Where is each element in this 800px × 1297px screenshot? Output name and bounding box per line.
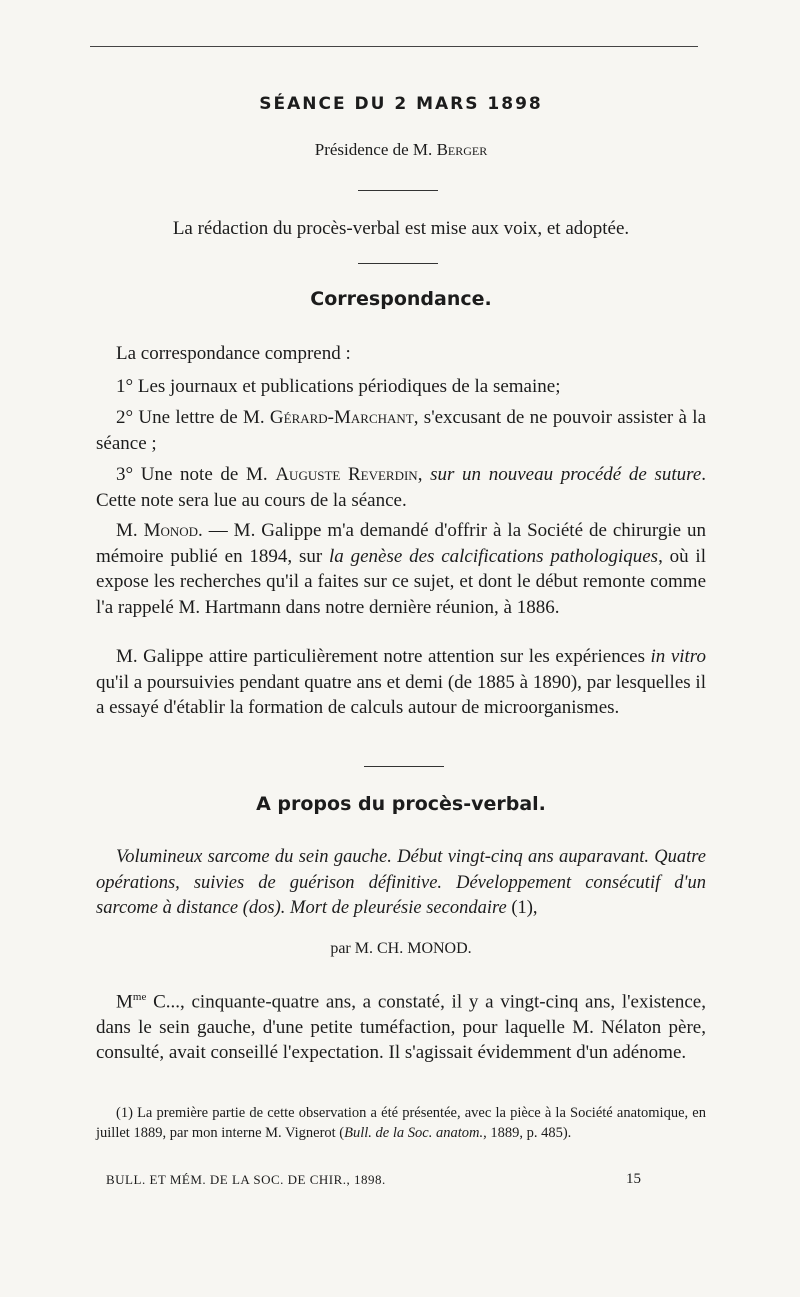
- apropos-heading: A propos du procès-verbal.: [256, 793, 546, 815]
- footnote: [96, 1103, 706, 1143]
- monod-text-a: . — M. Galippe m'a demandé d'offrir à la Société de chirurgie un mémoire publié en 1894, sur: [96, 520, 706, 567]
- footnote-text-a: (1) La première partie de cette observation a été présentée, avec la pièce à la Société anatomique, en juillet 1889, par mon interne M. Vignerot (: [96, 1105, 706, 1141]
- monod-text-b: , où il expose les recherches qu'il a faites sur ce sujet, et dont le début remonte comme l'a rappelé M. Hartmann dans notre dernière réunion, à 1886.: [96, 545, 706, 618]
- galippe-italic: in vitro: [650, 646, 706, 667]
- galippe-paragraph: [96, 644, 706, 721]
- correspondance-item-1: 1° Les journaux et publications périodiques de la semaine;: [116, 376, 561, 397]
- item3-note-title: sur un nouveau procédé de suture: [430, 464, 702, 485]
- separator-rule-3: [364, 766, 444, 767]
- case-text: C..., cinquante-quatre ans, a constaté, il y a vingt-cinq ans, l'existence, dans le sein gauche, d'une petite tuméfaction, pour laquelle M. Nélaton père, consulté, avait conseillé l'expectation. Il s'agissait évidemment d'un adénome.: [96, 991, 706, 1064]
- presidence-prefix: Présidence de M.: [314, 140, 437, 159]
- separator-rule-2: [358, 263, 438, 264]
- item3-name: Auguste Reverdin: [275, 464, 418, 485]
- running-footer: BULL. ET MÉM. DE LA SOC. DE CHIR., 1898.: [106, 1172, 386, 1187]
- correspondance-heading: Correspondance.: [310, 288, 492, 310]
- item3-text-a: 3° Une note de M.: [116, 464, 276, 485]
- page-number: 15: [626, 1171, 641, 1187]
- item2-name: Gérard-Marchant: [269, 407, 414, 428]
- correspondance-item-3: [96, 462, 706, 513]
- monod-paragraph: [96, 518, 706, 620]
- observation-title-italic: Volumineux sarcome du sein gauche. Début vingt-cinq ans auparavant. Quatre opérations, suivies de guérison définitive. Développement consécutif d'un sarcome à distance (dos). Mort de pleurésie secondaire: [96, 847, 706, 918]
- monod-italic-title: la genèse des calcifications pathologiques: [328, 545, 659, 567]
- monod-speaker: M. Monod: [116, 520, 199, 541]
- president-name: Berger: [436, 140, 488, 159]
- presidence-line: [96, 140, 706, 160]
- item2-text-b: , s'excusant de ne pouvoir assister à la séance ;: [96, 407, 706, 454]
- byline: par M. CH. MONOD.: [330, 940, 472, 957]
- separator-rule-1: [358, 190, 438, 191]
- galippe-text-b: qu'il a poursuivies pendant quatre ans et demi (de 1885 à 1890), par lesquelles il a essayé d'établir la formation de calculs autour de microorganismes.: [96, 671, 706, 718]
- item2-text-a: 2° Une lettre de M.: [116, 407, 270, 428]
- proces-verbal-line: La rédaction du procès-verbal est mise aux voix, et adoptée.: [172, 218, 630, 239]
- item3-text-b: ,: [417, 464, 431, 485]
- correspondance-intro: La correspondance comprend :: [116, 343, 351, 364]
- case-prefix: M: [116, 991, 133, 1013]
- galippe-text-a: M. Galippe attire particulièrement notre attention sur les expériences: [116, 646, 651, 667]
- seance-title: SÉANCE DU 2 MARS 1898: [259, 94, 543, 114]
- correspondance-item-2: [96, 405, 706, 456]
- case-paragraph: [96, 985, 706, 1066]
- observation-note-ref: (1),: [506, 898, 538, 918]
- footnote-text-b: , 1889, p. 485).: [483, 1125, 572, 1141]
- footnote-italic: Bull. de la Soc. anatom.: [344, 1125, 484, 1141]
- case-sup: me: [132, 991, 147, 1003]
- top-rule: [90, 46, 698, 47]
- item3-text-c: . Cette note sera lue au cours de la séance.: [96, 464, 707, 511]
- observation-title: [96, 845, 706, 922]
